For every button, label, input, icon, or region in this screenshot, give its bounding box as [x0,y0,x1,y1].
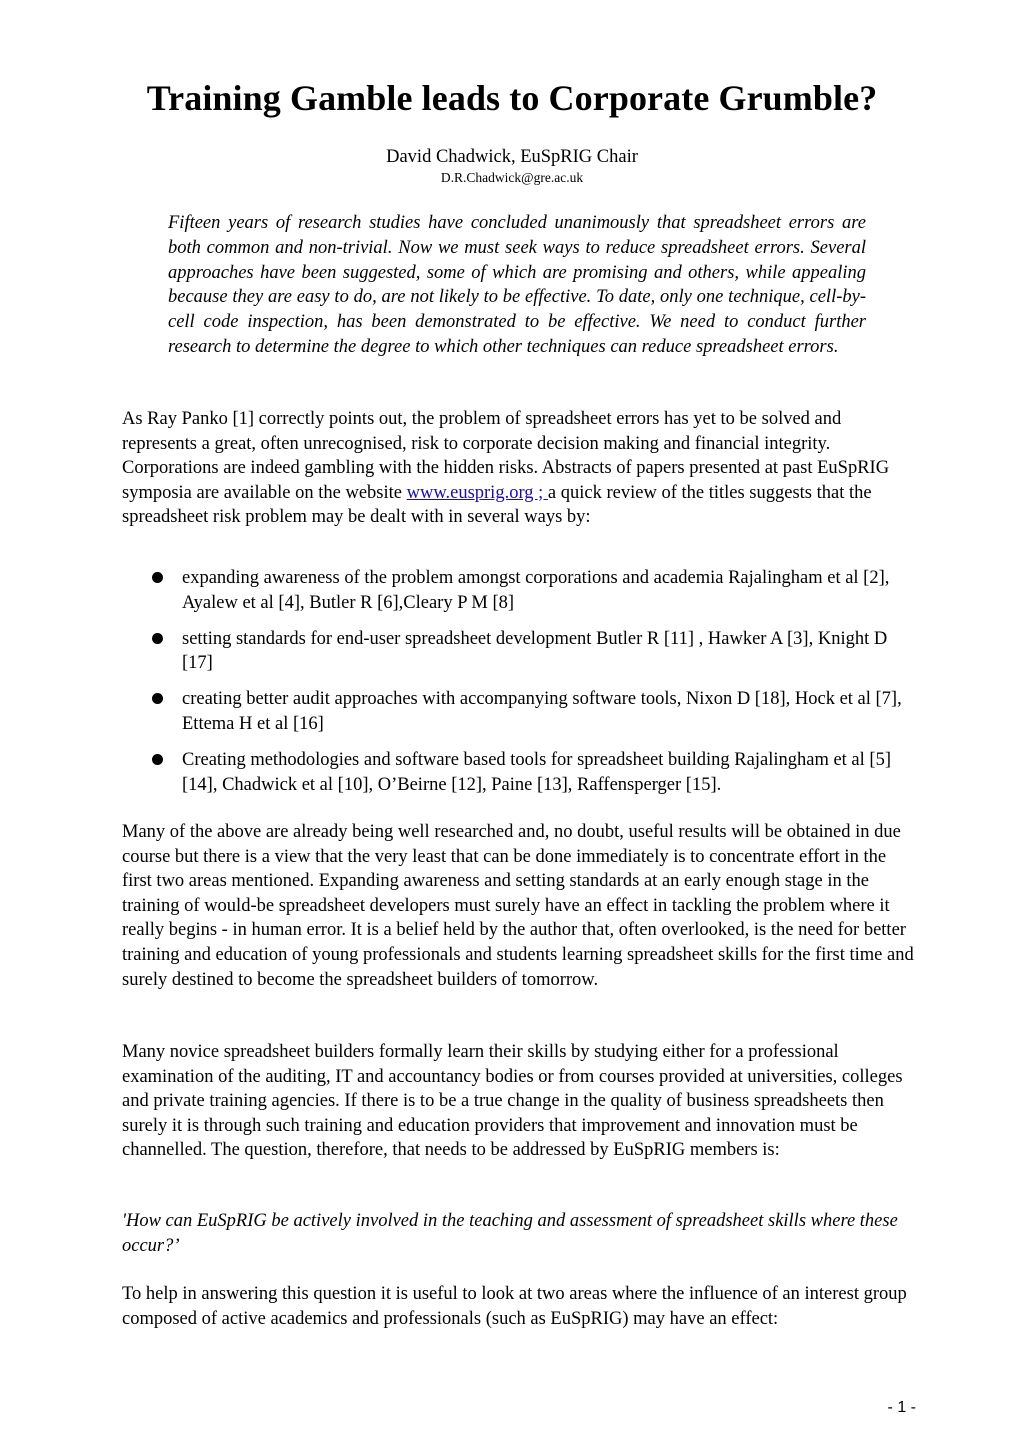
author-email: D.R.Chadwick@gre.ac.uk [440,170,584,185]
list-item [122,687,918,736]
paragraph-novice-builders: Many novice spreadsheet builders formally learn their skills by studying either for a professional examination of the auditing, IT and accountancy bodies or from courses provided at universities, colleges and private training agencies. If there is to be a true change in the quality of business spreadsheets then surely it is through such training and education providers that improvement and innovation must be channelled. The question, therefore, that needs to be addressed by EuSpRIG members is: [122,1042,903,1161]
list-item-text: setting standards for end-user spreadsheet development Butler R [11] , Hawker A [3], Knight D [17] [182,628,888,674]
list-item [122,748,918,797]
bullet-icon [152,754,163,765]
list-item-text: expanding awareness of the problem amongst corporations and academia Rajalingham et al [2], Ayalew et al [4], Butler R [6],Cleary P M [8] [182,568,890,613]
page-number: - 1 - [887,1399,916,1416]
abstract: Fifteen years of research studies have concluded unanimously that spreadsheet errors are both common and non-trivial. Now we must seek ways to reduce spreadsheet errors. Several approaches have been suggested, some of which are promising and others, while appealing because they are easy to do, are not likely to be effective. To date, only one technique, cell-by-cell code inspection, has been demonstrated to be effective. We need to conduct further research to determine the degree to which other techniques can reduce spreadsheet errors. [168,213,866,357]
eusprig-website-link[interactable]: www.eusprig.org ; [406,482,548,503]
approaches-list [122,566,918,809]
paragraph-research: Many of the above are already being well researched and, no doubt, useful results will be obtained in due course but there is a view that the very least that can be done immediately is to concentrate effort in the first two areas mentioned. Expanding awareness and setting standards at an early enough stage in the training of would-be spreadsheet developers must surely have an effect in tackling the problem where it really begins - in human error. It is a belief held by the author that, often overlooked, is the need for better training and education of young professionals and students learning spreadsheet skills for the first time and surely destined to become the spreadsheet builders of tomorrow. [122,822,914,990]
bullet-icon [152,572,163,583]
author-line: David Chadwick, EuSpRIG Chair [386,147,638,167]
paper-title: Training Gamble leads to Corporate Grumble? [146,78,878,118]
bullet-icon [152,633,163,644]
intro-text-continued: a quick review of the titles suggests that the spreadsheet risk problem may be dealt with in several ways by: [122,482,872,528]
list-item [122,566,918,615]
intro-text: As Ray Panko [1] correctly points out, the problem of spreadsheet errors has yet to be solved and represents a great, often unrecognised, risk to corporate decision making and financial integrity. Corporations are indeed gambling with the hidden risks. Abstracts of papers presented at past EuSpRIG symposia are available on the website [122,409,890,503]
bullet-icon [152,693,163,704]
list-item-text: Creating methodologies and software based tools for spreadsheet building Rajalingham et al [5] [14], Chadwick et al [10], O’Beirne [12], Paine [13], Raffensperger [15]. [182,750,891,795]
list-item [122,627,918,676]
paragraph-intro [122,407,918,530]
list-item-text: creating better audit approaches with accompanying software tools, Nixon D [18], Hock et al [7], Ettema H et al [16] [182,689,902,734]
key-question-quote: 'How can EuSpRIG be actively involved in the teaching and assessment of spreadsheet skills where these occur?’ [122,1211,898,1256]
paragraph-two-areas: To help in answering this question it is useful to look at two areas where the influence of an interest group composed of active academics and professionals (such as EuSpRIG) may have an effect: [122,1284,907,1329]
